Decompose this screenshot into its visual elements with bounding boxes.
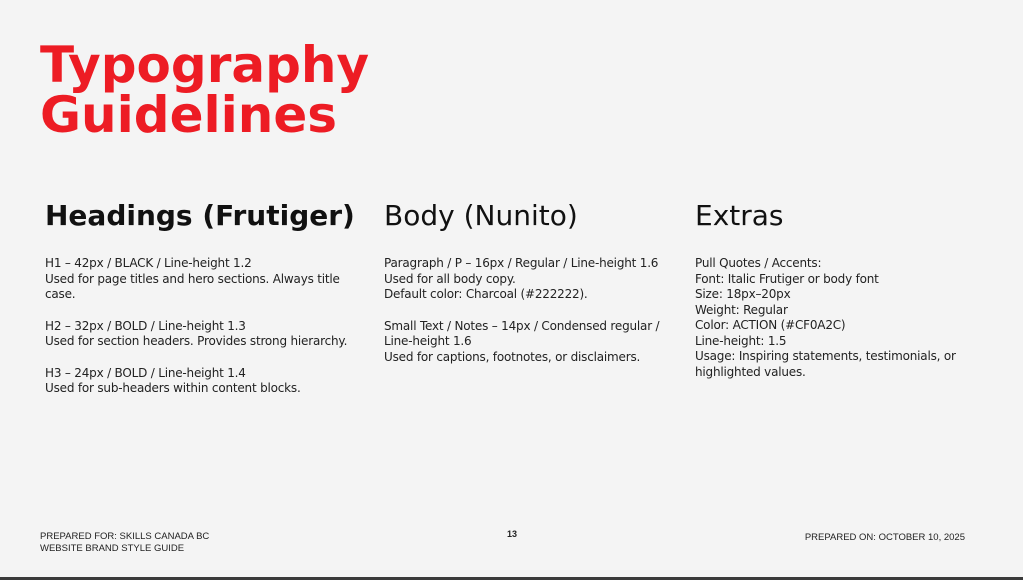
h3-spec [45,366,355,397]
body-column-heading: Body (Nunito) [384,199,578,232]
headings-column-heading: Headings (Frutiger) [45,199,355,232]
small-text-spec [384,319,674,366]
footer-client: PREPARED FOR: SKILLS CANADA BC [40,531,210,542]
spec-line: Pull Quotes / Accents: [695,256,822,270]
page-title-line-1: Typography [40,36,370,94]
spec-line: Used for page titles and hero sections. Always title [45,271,340,286]
page-title-line-2: Guidelines [40,86,338,144]
spec-line: Paragraph / P – 16px / Regular / Line-height 1.6 [384,256,659,270]
headings-column [45,198,355,413]
spec-line: Line-height: 1.5 [695,333,787,348]
page-number: 13 [507,529,518,539]
pull-quotes-spec [695,256,995,380]
spec-line: H1 – 42px / BLACK / Line-height 1.2 [45,256,252,270]
spec-line: H2 – 32px / BOLD / Line-height 1.3 [45,318,246,333]
footer-prepared-on: PREPARED ON: OCTOBER 10, 2025 [804,532,965,543]
spec-line: Small Text / Notes – 14px / Condensed regular / [384,318,660,333]
spec-line: Used for sub-headers within content blocks. [45,381,301,395]
paragraph-spec [384,256,674,303]
spec-line: Font: Italic Frutiger or body font [695,271,879,286]
page-title [40,36,370,144]
extras-column [695,198,995,396]
spec-line: Used for section headers. Provides strong hierarchy. [45,334,348,348]
h1-spec [45,256,355,303]
h2-spec [45,319,355,350]
spec-line: Used for captions, footnotes, or disclaimers. [384,349,641,364]
spec-line: case. [45,287,76,301]
spec-line: H3 – 24px / BOLD / Line-height 1.4 [45,365,246,380]
footer-prepared-for [40,531,209,555]
extras-column-heading: Extras [695,199,784,232]
spec-line: Used for all body copy. [384,271,516,286]
spec-line: Color: ACTION (#CF0A2C) [695,318,846,332]
body-column [384,198,674,381]
spec-line: Default color: Charcoal (#222222). [384,287,588,301]
spec-line: Usage: Inspiring statements, testimonials, or [695,349,956,363]
spec-line: highlighted values. [695,364,806,379]
footer-document-name: WEBSITE BRAND STYLE GUIDE [40,543,185,554]
spec-line: Size: 18px–20px [695,287,791,301]
spec-line: Weight: Regular [695,302,788,317]
spec-line: Line-height 1.6 [384,334,472,348]
